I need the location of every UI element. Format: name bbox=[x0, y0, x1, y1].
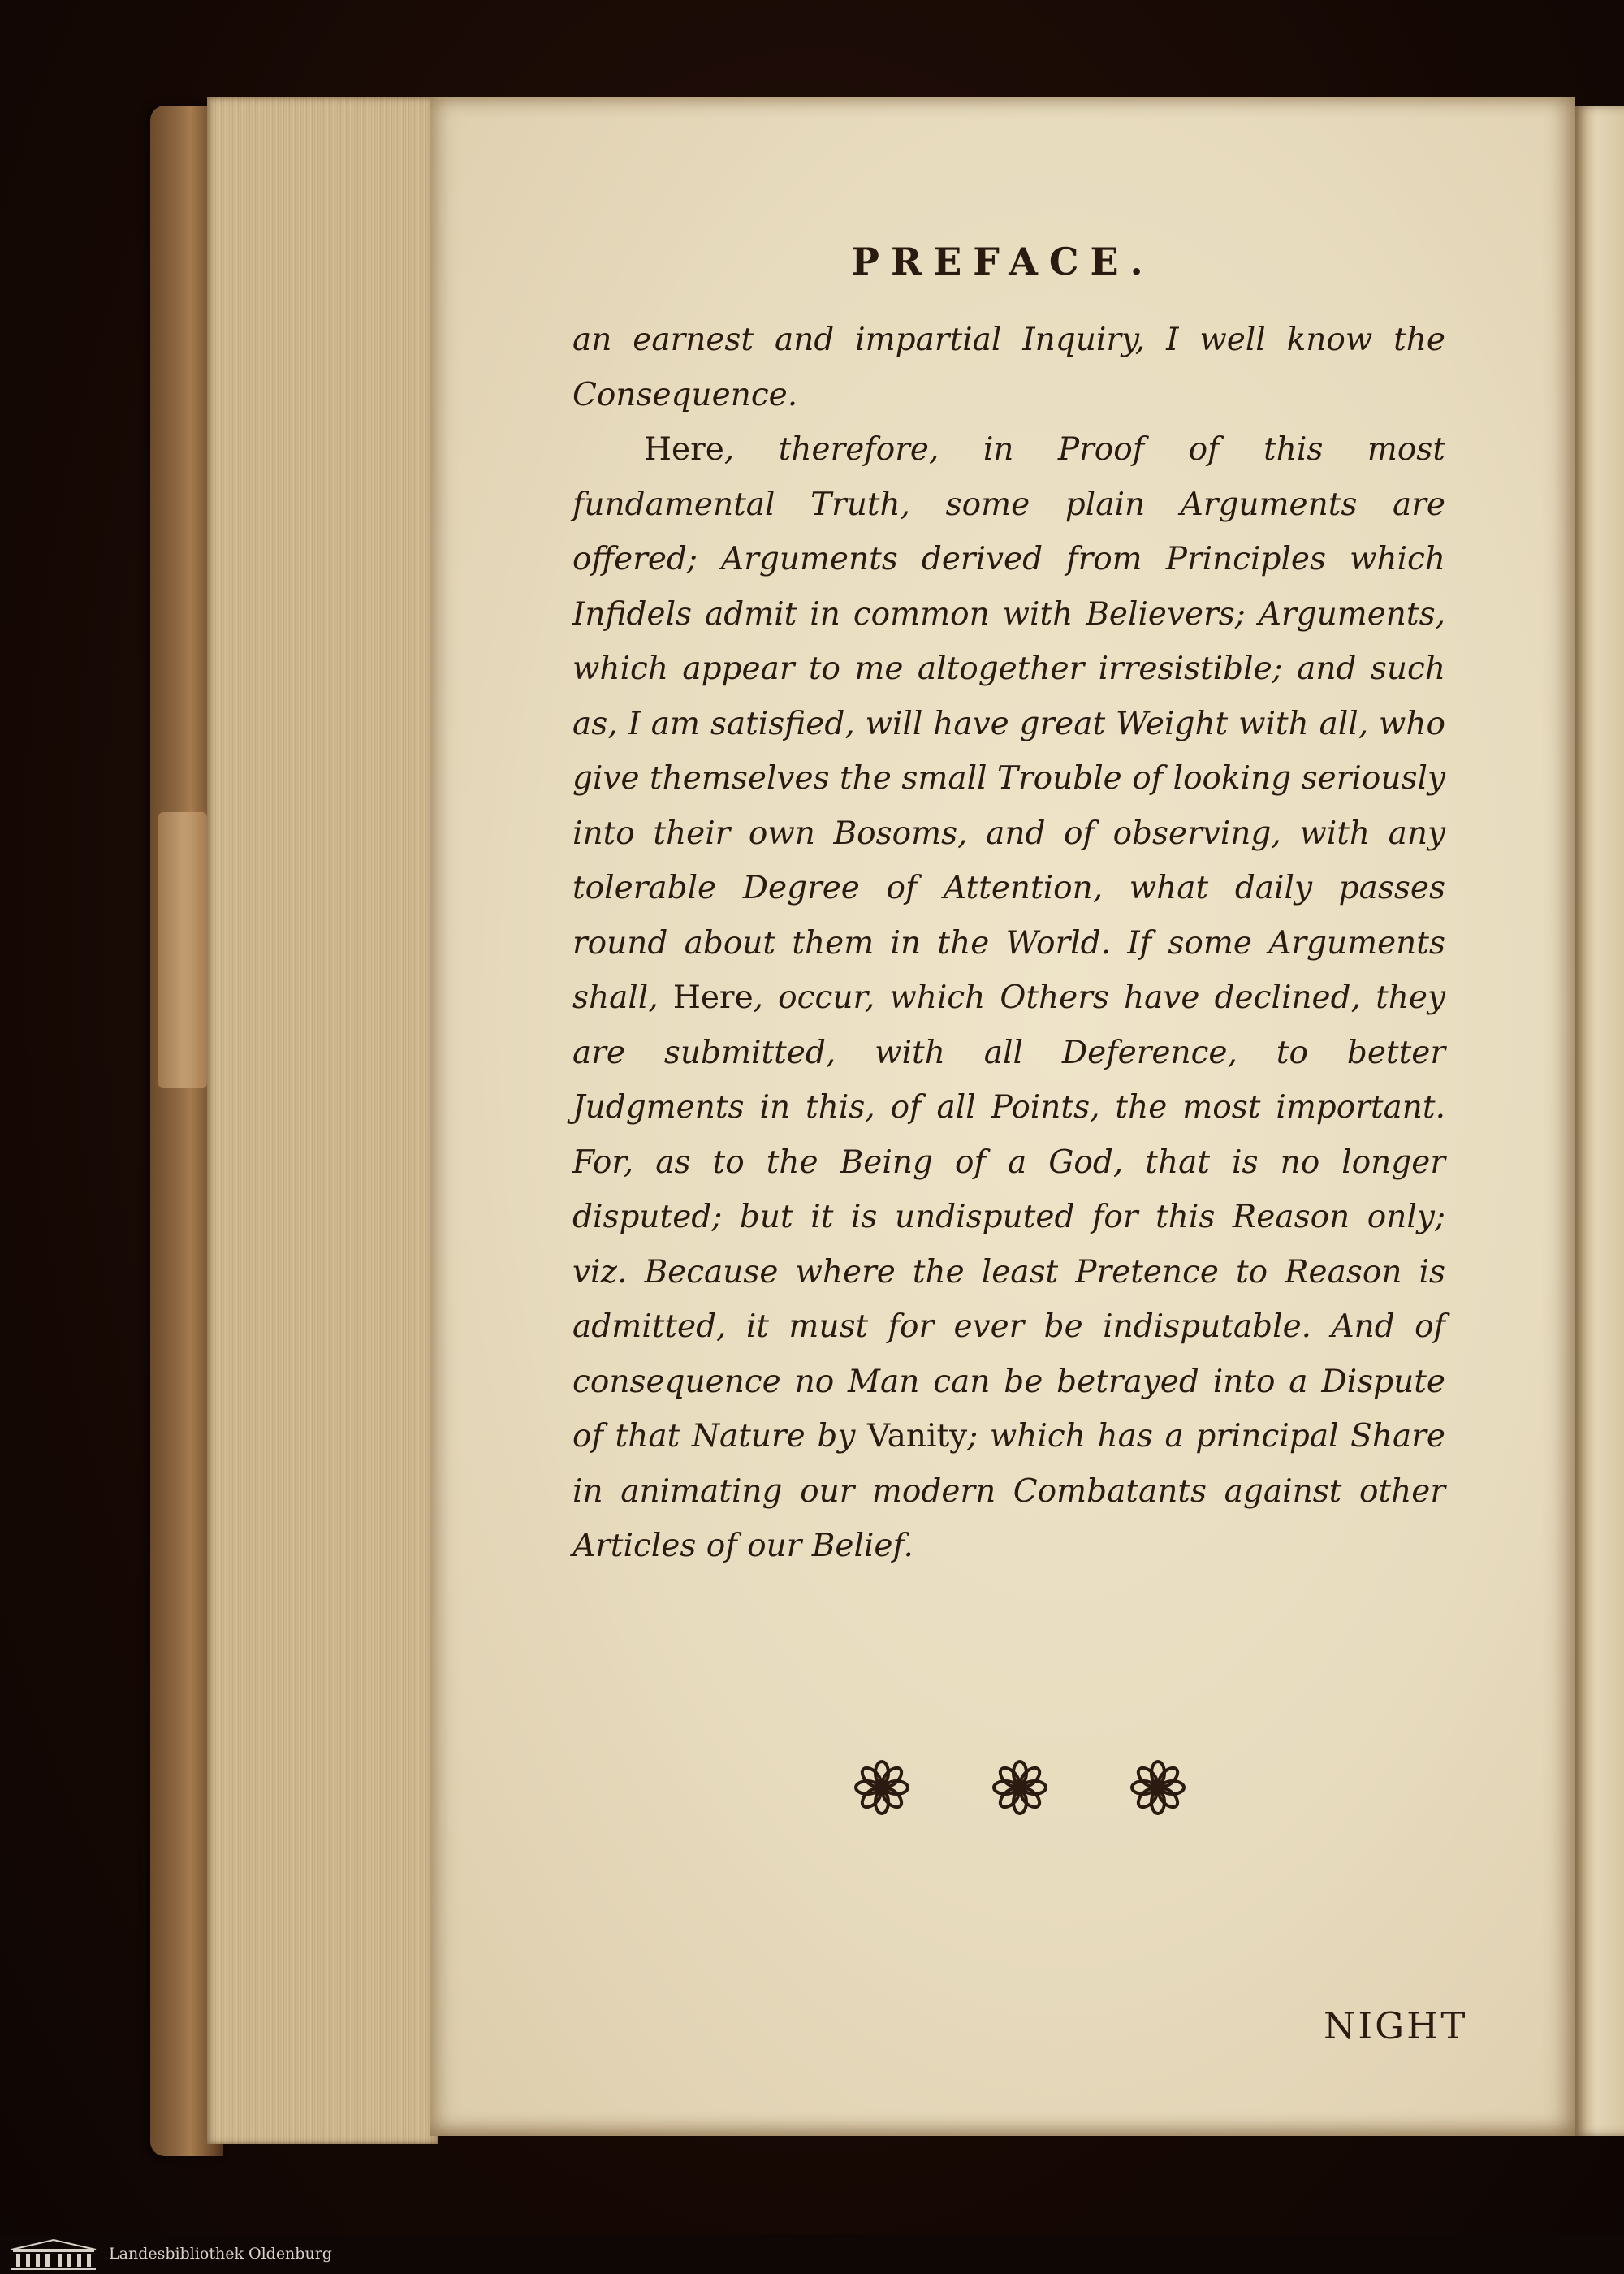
roman-word: Here bbox=[644, 431, 724, 468]
catchword: NIGHT bbox=[1324, 2004, 1468, 2047]
library-building-icon bbox=[8, 2238, 99, 2271]
library-name: Landesbibliothek Oldenburg bbox=[109, 2245, 332, 2263]
ornament-row bbox=[853, 1758, 1226, 1823]
running-head: PREFACE. bbox=[851, 240, 1155, 283]
page-fore-edge bbox=[207, 97, 438, 2144]
rosette-icon bbox=[991, 1758, 1049, 1817]
facing-page-edge bbox=[1574, 106, 1624, 2136]
cover-wear-patch bbox=[158, 812, 207, 1088]
roman-word: Here bbox=[672, 979, 754, 1016]
rosette-icon bbox=[853, 1758, 911, 1817]
rosette-icon bbox=[1129, 1758, 1187, 1817]
book-page bbox=[430, 97, 1575, 2136]
body-text bbox=[572, 313, 1445, 1574]
paragraph-continuation: an earnest and impartial Inquiry, I well know the Consequence. bbox=[572, 322, 1445, 413]
paragraph-main: Here, therefore, in Proof of this most fundamental Truth, some plain Arguments are offered; Arguments derived from Principles which Infidels admit in common with Believers; Arguments, which appear to me altogether irresistible; and such as, I am satisfied, will have great Weight with all, who give themselves the small Trouble of looking seriously into their own Bosoms, and of observing, with any tolerable Degree of Attention, what daily passes round about them in the World. If some Arguments shall, Here, occur, which Others have declined, they are submitted, with all Deference, to better Judgments in this, of all Points, the most important. For, as to the Being of a God, that is no longer disputed; but it is undisputed for this Reason only; viz. Because where the least Pretence to Reason is admitted, it must for ever be indisputable. And of consequence no Man can be betrayed into a Dispute of that Nature by Vanity; which has a principal Share in animating our modern Combatants against other Articles of our Belief. bbox=[572, 431, 1445, 1564]
library-footer bbox=[0, 2235, 1624, 2274]
roman-word: Vanity bbox=[867, 1418, 968, 1455]
